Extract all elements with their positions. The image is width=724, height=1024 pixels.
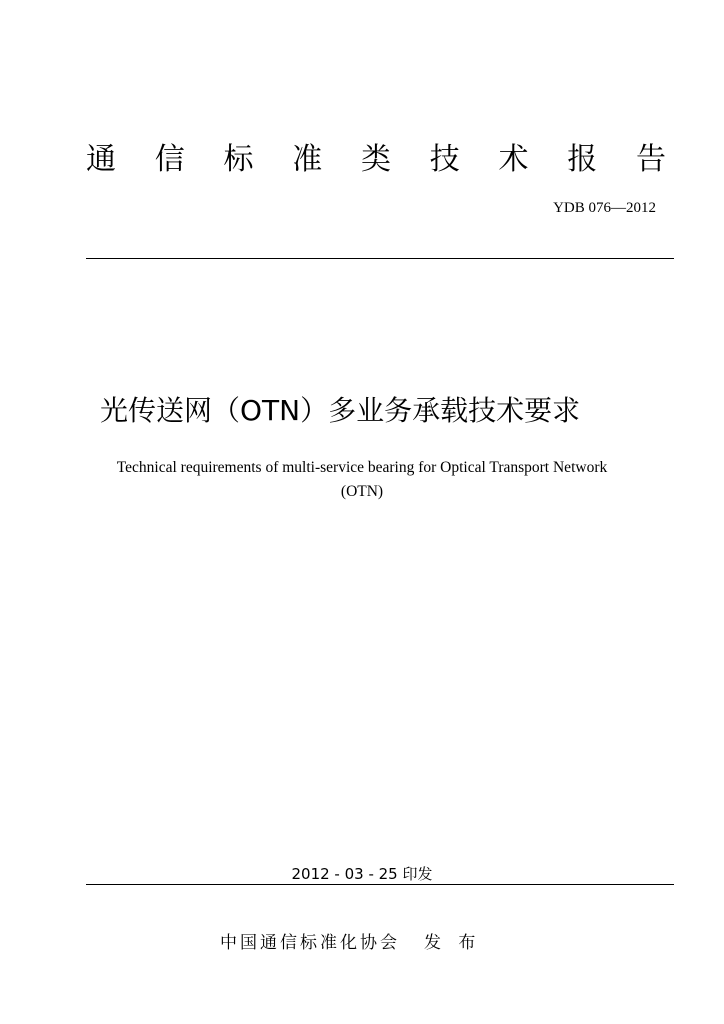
report-type-char: 告	[636, 142, 666, 177]
report-type-char: 准	[292, 142, 323, 177]
english-title-line-1: Technical requirements of multi-service bearing for Optical Transport Network	[116, 459, 608, 476]
english-title-line-2: (OTN)	[340, 483, 384, 500]
report-type-char: 技	[429, 142, 460, 177]
document-code: YDB 076—2012	[553, 200, 656, 216]
report-type-char: 标	[223, 142, 254, 177]
top-divider	[86, 258, 674, 259]
publisher-line	[220, 931, 481, 955]
publisher-name: 中国通信标准化协会	[220, 933, 400, 953]
report-type-char: 通	[86, 142, 116, 177]
bottom-divider	[86, 884, 674, 885]
report-type-char: 信	[154, 142, 185, 177]
issue-date: 2012 - 03 - 25 印发	[291, 865, 433, 883]
report-type-char: 报	[567, 142, 598, 177]
report-type-heading	[86, 140, 666, 180]
publish-label: 发 布	[424, 933, 482, 953]
report-type-char: 术	[498, 142, 529, 177]
chinese-title: 光传送网（OTN）多业务承载技术要求	[100, 394, 581, 427]
report-type-char: 类	[361, 142, 391, 177]
english-title	[80, 456, 644, 504]
